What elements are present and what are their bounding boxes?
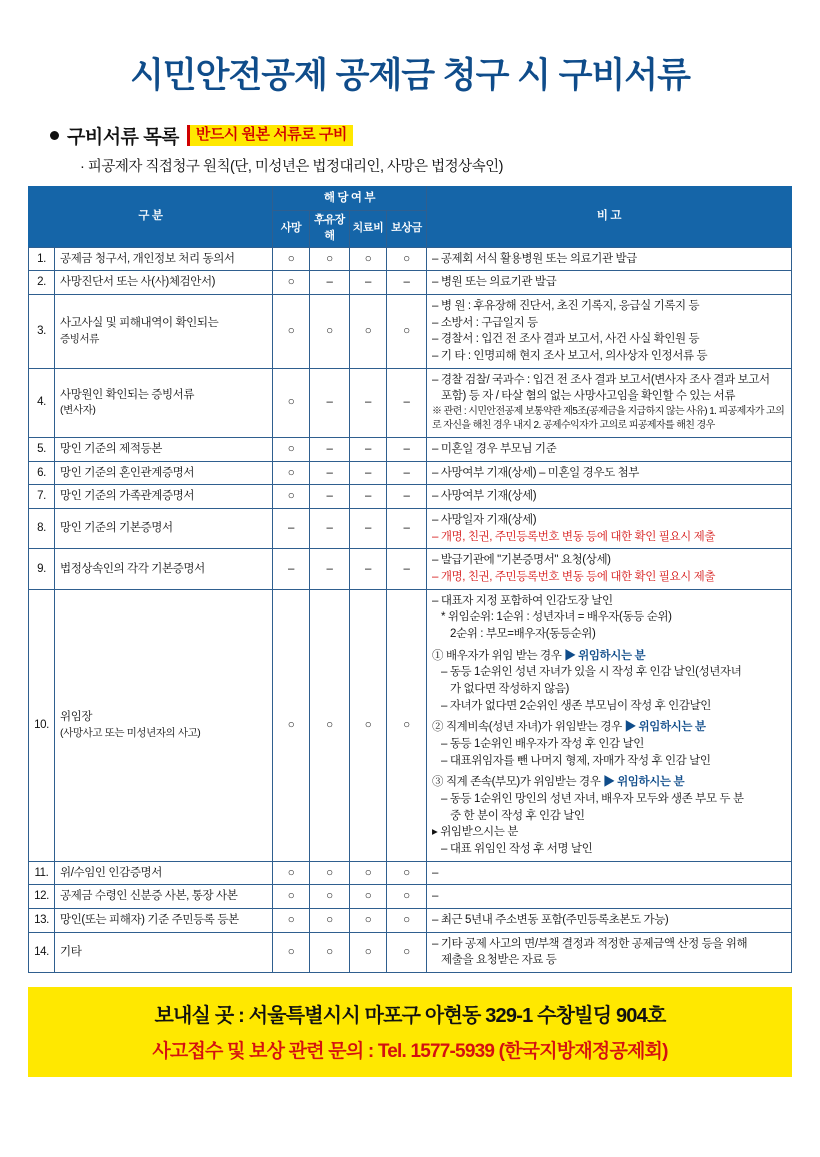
document-title-text: 사망원인 확인되는 증빙서류	[60, 388, 195, 401]
remark-line	[432, 648, 786, 665]
row-mark: ○	[310, 909, 350, 933]
row-mark: ○	[350, 589, 387, 861]
remark-line: – 사망일자 기재(상세)	[432, 513, 537, 526]
document-title-text: 기타	[60, 946, 82, 959]
row-number: 13.	[29, 909, 55, 933]
row-mark: ○	[310, 589, 350, 861]
header-sub-death: 사망	[273, 210, 310, 247]
row-mark: –	[387, 485, 427, 509]
header-sub-disability: 후유장해	[310, 210, 350, 247]
remark-line: 제출을 요청받은 자료 등	[441, 954, 557, 967]
remark-line: 포함) 등 자 / 타살 혐의 없는 사망사고임을 확인할 수 있는 서류	[441, 390, 736, 403]
document-title-text: 공제금 수령인 신분증 사본, 통장 사본	[60, 890, 238, 903]
remark-emphasis: ▶ 위임하시는 분	[603, 776, 685, 789]
row-remarks	[427, 589, 792, 861]
remark-line: – 대표 위임인 작성 후 서명 날인	[441, 843, 593, 856]
row-mark: ○	[273, 437, 310, 461]
row-number: 12.	[29, 885, 55, 909]
row-remarks	[427, 437, 792, 461]
document-title-text: 망인(또는 피해자) 기준 주민등록 등본	[60, 914, 239, 927]
row-mark: –	[387, 461, 427, 485]
row-mark: ○	[387, 589, 427, 861]
document-subtitle-text: (사망사고 또는 미성년자의 사고)	[60, 726, 201, 739]
row-document-name	[55, 485, 273, 509]
document-title-text: 망인 기준의 제적등본	[60, 442, 162, 455]
table-row	[29, 461, 792, 485]
document-subtitle-text: 증빙서류	[60, 332, 99, 345]
document-title-text: 위임장	[60, 711, 93, 724]
remark-line: – 최근 5년내 주소변동 포함(주민등록초본도 가능)	[432, 914, 669, 927]
subtitle-label: 구비서류 목록	[67, 127, 179, 148]
table-row	[29, 589, 792, 861]
row-mark: ○	[387, 885, 427, 909]
row-remarks	[427, 271, 792, 295]
remark-line: – 공제회 서식 활용병원 또는 의료기관 발급	[432, 252, 637, 265]
table-row	[29, 368, 792, 437]
row-number: 9.	[29, 549, 55, 589]
row-mark: –	[310, 271, 350, 295]
row-document-name	[55, 368, 273, 437]
row-remarks	[427, 368, 792, 437]
table-row	[29, 437, 792, 461]
row-mark: –	[387, 508, 427, 548]
remark-line: – 미혼일 경우 부모님 기준	[432, 442, 557, 455]
row-remarks	[427, 508, 792, 548]
row-document-name	[55, 861, 273, 885]
row-number: 4.	[29, 368, 55, 437]
document-title-text: 위/수임인 인감증명서	[60, 866, 162, 879]
subtitle-badge: 반드시 원본 서류로 구비	[187, 125, 353, 147]
row-mark: –	[350, 485, 387, 509]
row-mark: –	[387, 437, 427, 461]
document-title-text: 망인 기준의 가족관계증명서	[60, 490, 195, 503]
remark-line: – 대표자 지정 포함하여 인감도장 날인	[432, 594, 613, 607]
header-classification: 구 분	[29, 187, 273, 248]
row-mark: ○	[273, 861, 310, 885]
row-remarks	[427, 861, 792, 885]
row-document-name	[55, 549, 273, 589]
remark-line: – 경찰서 : 입건 전 조사 결과 보고서, 사건 사실 확인원 등	[432, 333, 700, 346]
row-remarks	[427, 247, 792, 271]
row-mark: –	[350, 437, 387, 461]
table-row	[29, 294, 792, 368]
remark-text: ② 직계비속(성년 자녀)가 위임받는 경우	[432, 721, 625, 734]
header-applicable: 해 당 여 부	[273, 187, 427, 211]
row-mark: ○	[310, 932, 350, 972]
table-row	[29, 909, 792, 933]
row-mark: –	[310, 461, 350, 485]
row-number: 14.	[29, 932, 55, 972]
row-document-name	[55, 909, 273, 933]
remark-line: –	[432, 866, 439, 879]
row-mark: –	[273, 549, 310, 589]
table-row	[29, 885, 792, 909]
footer-address: 보내실 곳 : 서울특별시시 마포구 아현동 329-1 수창빌딩 904호	[154, 1005, 666, 1028]
row-remarks	[427, 549, 792, 589]
document-title-text: 사망진단서 또는 사(사)체검안서)	[60, 276, 216, 289]
row-mark: –	[350, 508, 387, 548]
row-mark: –	[387, 271, 427, 295]
row-mark: ○	[387, 932, 427, 972]
row-mark: ○	[273, 485, 310, 509]
row-mark: –	[350, 271, 387, 295]
remark-line: – 기 타 : 인명피해 현지 조사 보고서, 의사상자 인정서류 등	[432, 349, 708, 362]
row-mark: ○	[350, 294, 387, 368]
footer-box	[28, 987, 792, 1077]
row-mark: ○	[273, 271, 310, 295]
remark-line: – 개명, 친권, 주민등록번호 변동 등에 대한 확인 필요시 제출	[432, 570, 716, 583]
row-number: 11.	[29, 861, 55, 885]
row-mark: ○	[273, 932, 310, 972]
remark-line: – 소방서 : 구급일지 등	[432, 316, 538, 329]
row-number: 3.	[29, 294, 55, 368]
row-mark: –	[350, 368, 387, 437]
row-document-name	[55, 885, 273, 909]
row-mark: ○	[387, 247, 427, 271]
table-row	[29, 861, 792, 885]
header-remarks: 비 고	[427, 187, 792, 248]
row-remarks	[427, 932, 792, 972]
bullet-icon	[50, 131, 59, 140]
remark-line: – 사망여부 기재(상세)	[432, 490, 537, 503]
row-mark: ○	[273, 368, 310, 437]
row-mark: –	[387, 368, 427, 437]
remark-line	[432, 719, 786, 736]
remark-line: – 개명, 친권, 주민등록번호 변동 등에 대한 확인 필요시 제출	[432, 530, 716, 543]
remark-line: ※ 관련 : 시민안전공제 보통약관 제5조(공제금을 지급하지 않는 사유) 1. 피공제자가 고의로 자신을 해친 경우 내지 2. 공제수익자가 고의로 피공제자를 해친 경우	[432, 405, 785, 432]
row-mark: ○	[350, 247, 387, 271]
table-body	[29, 247, 792, 973]
remark-line: – 병원 또는 의료기관 발급	[432, 276, 557, 289]
row-number: 6.	[29, 461, 55, 485]
remark-line: 가 없다면 작성하지 않음)	[450, 682, 569, 695]
remark-line: * 위임순위: 1순위 : 성년자녀 = 배우자(동등 순위)	[441, 611, 672, 624]
row-document-name	[55, 247, 273, 271]
row-mark: ○	[273, 589, 310, 861]
row-mark: ○	[310, 861, 350, 885]
row-mark: ○	[387, 861, 427, 885]
remark-line: – 동등 1순위인 망인의 성년 자녀, 배우자 모두와 생존 부모 두 분	[441, 793, 744, 806]
row-mark: ○	[310, 885, 350, 909]
row-document-name	[55, 508, 273, 548]
document-title-text: 법정상속인의 각각 기본증명서	[60, 562, 205, 575]
remark-line: – 동등 1순위인 배우자가 작성 후 인감 날인	[441, 738, 644, 750]
row-number: 5.	[29, 437, 55, 461]
row-mark: ○	[350, 885, 387, 909]
remark-line: – 경찰 검찰/ 국과수 : 입건 전 조사 결과 보고서(변사자 조사 결과 보고서	[432, 373, 770, 386]
row-mark: ○	[273, 247, 310, 271]
subtitle-row	[28, 122, 792, 149]
document-title-text: 망인 기준의 혼인관계증명서	[60, 466, 195, 479]
row-mark: ○	[273, 909, 310, 933]
table-header	[29, 187, 792, 248]
row-document-name	[55, 932, 273, 972]
header-sub-treatment: 치료비	[350, 210, 387, 247]
row-document-name	[55, 589, 273, 861]
remark-emphasis: ▶ 위임하시는 분	[624, 721, 706, 734]
document-title-text: 사고사실 및 피해내역이 확인되는	[60, 317, 219, 330]
row-mark: ○	[387, 294, 427, 368]
table-row	[29, 932, 792, 972]
row-mark: –	[310, 437, 350, 461]
remark-line: –	[432, 890, 439, 903]
page-title: 시민안전공제 공제금 청구 시 구비서류	[130, 56, 690, 95]
row-number: 8.	[29, 508, 55, 548]
remark-line: – 발급기관에 "기본증명서" 요청(상세)	[432, 554, 611, 567]
row-mark: ○	[273, 294, 310, 368]
row-mark: –	[350, 461, 387, 485]
row-mark: ○	[273, 885, 310, 909]
row-remarks	[427, 885, 792, 909]
table-row	[29, 247, 792, 271]
row-mark: –	[310, 508, 350, 548]
row-document-name	[55, 461, 273, 485]
row-number: 1.	[29, 247, 55, 271]
row-number: 10.	[29, 589, 55, 861]
remark-line: 2순위 : 부모=배우자(동등순위)	[450, 627, 596, 640]
row-mark: ○	[310, 294, 350, 368]
table-row	[29, 549, 792, 589]
row-number: 2.	[29, 271, 55, 295]
row-mark: ○	[387, 909, 427, 933]
remark-line: 중 한 분이 작성 후 인감 날인	[450, 809, 585, 822]
row-mark: ○	[350, 909, 387, 933]
row-mark: –	[310, 368, 350, 437]
subtitle-note: · 피공제자 직접청구 원칙(단, 미성년은 법정대리인, 사망은 법정상속인)	[80, 159, 503, 175]
row-remarks	[427, 461, 792, 485]
remark-line: – 기타 공제 사고의 면/부책 결정과 적정한 공제금액 산정 등을 위해	[432, 937, 748, 950]
remark-line: – 동등 1순위인 성년 자녀가 있을 시 작성 후 인감 날인(성년자녀	[441, 666, 742, 679]
remark-text: ① 배우자가 위임 받는 경우	[432, 649, 565, 662]
row-document-name	[55, 437, 273, 461]
requirements-table	[28, 186, 792, 973]
row-mark: ○	[350, 932, 387, 972]
remark-text: ③ 직계 존속(부모)가 위임받는 경우	[432, 776, 604, 789]
row-mark: –	[350, 549, 387, 589]
row-document-name	[55, 294, 273, 368]
row-mark: –	[310, 549, 350, 589]
row-document-name	[55, 271, 273, 295]
row-remarks	[427, 485, 792, 509]
remark-line: – 병 원 : 후유장해 진단서, 초진 기록지, 응급실 기록지 등	[432, 299, 700, 312]
row-mark: ○	[310, 247, 350, 271]
table-row	[29, 271, 792, 295]
remark-line: – 대표위임자를 뺀 나머지 형제, 자매가 작성 후 인감 날인	[441, 754, 711, 767]
remark-emphasis: ▶ 위임하시는 분	[564, 649, 646, 662]
header-sub-compensation: 보상금	[387, 210, 427, 247]
remark-line: – 자녀가 없다면 2순위인 생존 부모님이 작성 후 인감날인	[441, 699, 711, 712]
document-subtitle-text: (변사자)	[60, 404, 96, 417]
row-mark: ○	[273, 461, 310, 485]
row-mark: ○	[350, 861, 387, 885]
row-remarks	[427, 294, 792, 368]
row-mark: –	[310, 485, 350, 509]
row-mark: –	[387, 549, 427, 589]
document-title-text: 망인 기준의 기본증명서	[60, 522, 173, 535]
document-title-text: 공제금 청구서, 개인정보 처리 동의서	[60, 252, 235, 265]
row-remarks	[427, 909, 792, 933]
footer-contact: 사고접수 및 보상 관련 문의 : Tel. 1577-5939 (한국지방재정공제회)	[152, 1041, 668, 1063]
remark-line: – 사망여부 기재(상세) – 미혼일 경우도 첨부	[432, 466, 640, 479]
table-row	[29, 508, 792, 548]
remark-line: ▸ 위임받으시는 분	[432, 826, 518, 839]
row-mark: –	[273, 508, 310, 548]
table-row	[29, 485, 792, 509]
remark-line	[432, 774, 786, 791]
row-number: 7.	[29, 485, 55, 509]
